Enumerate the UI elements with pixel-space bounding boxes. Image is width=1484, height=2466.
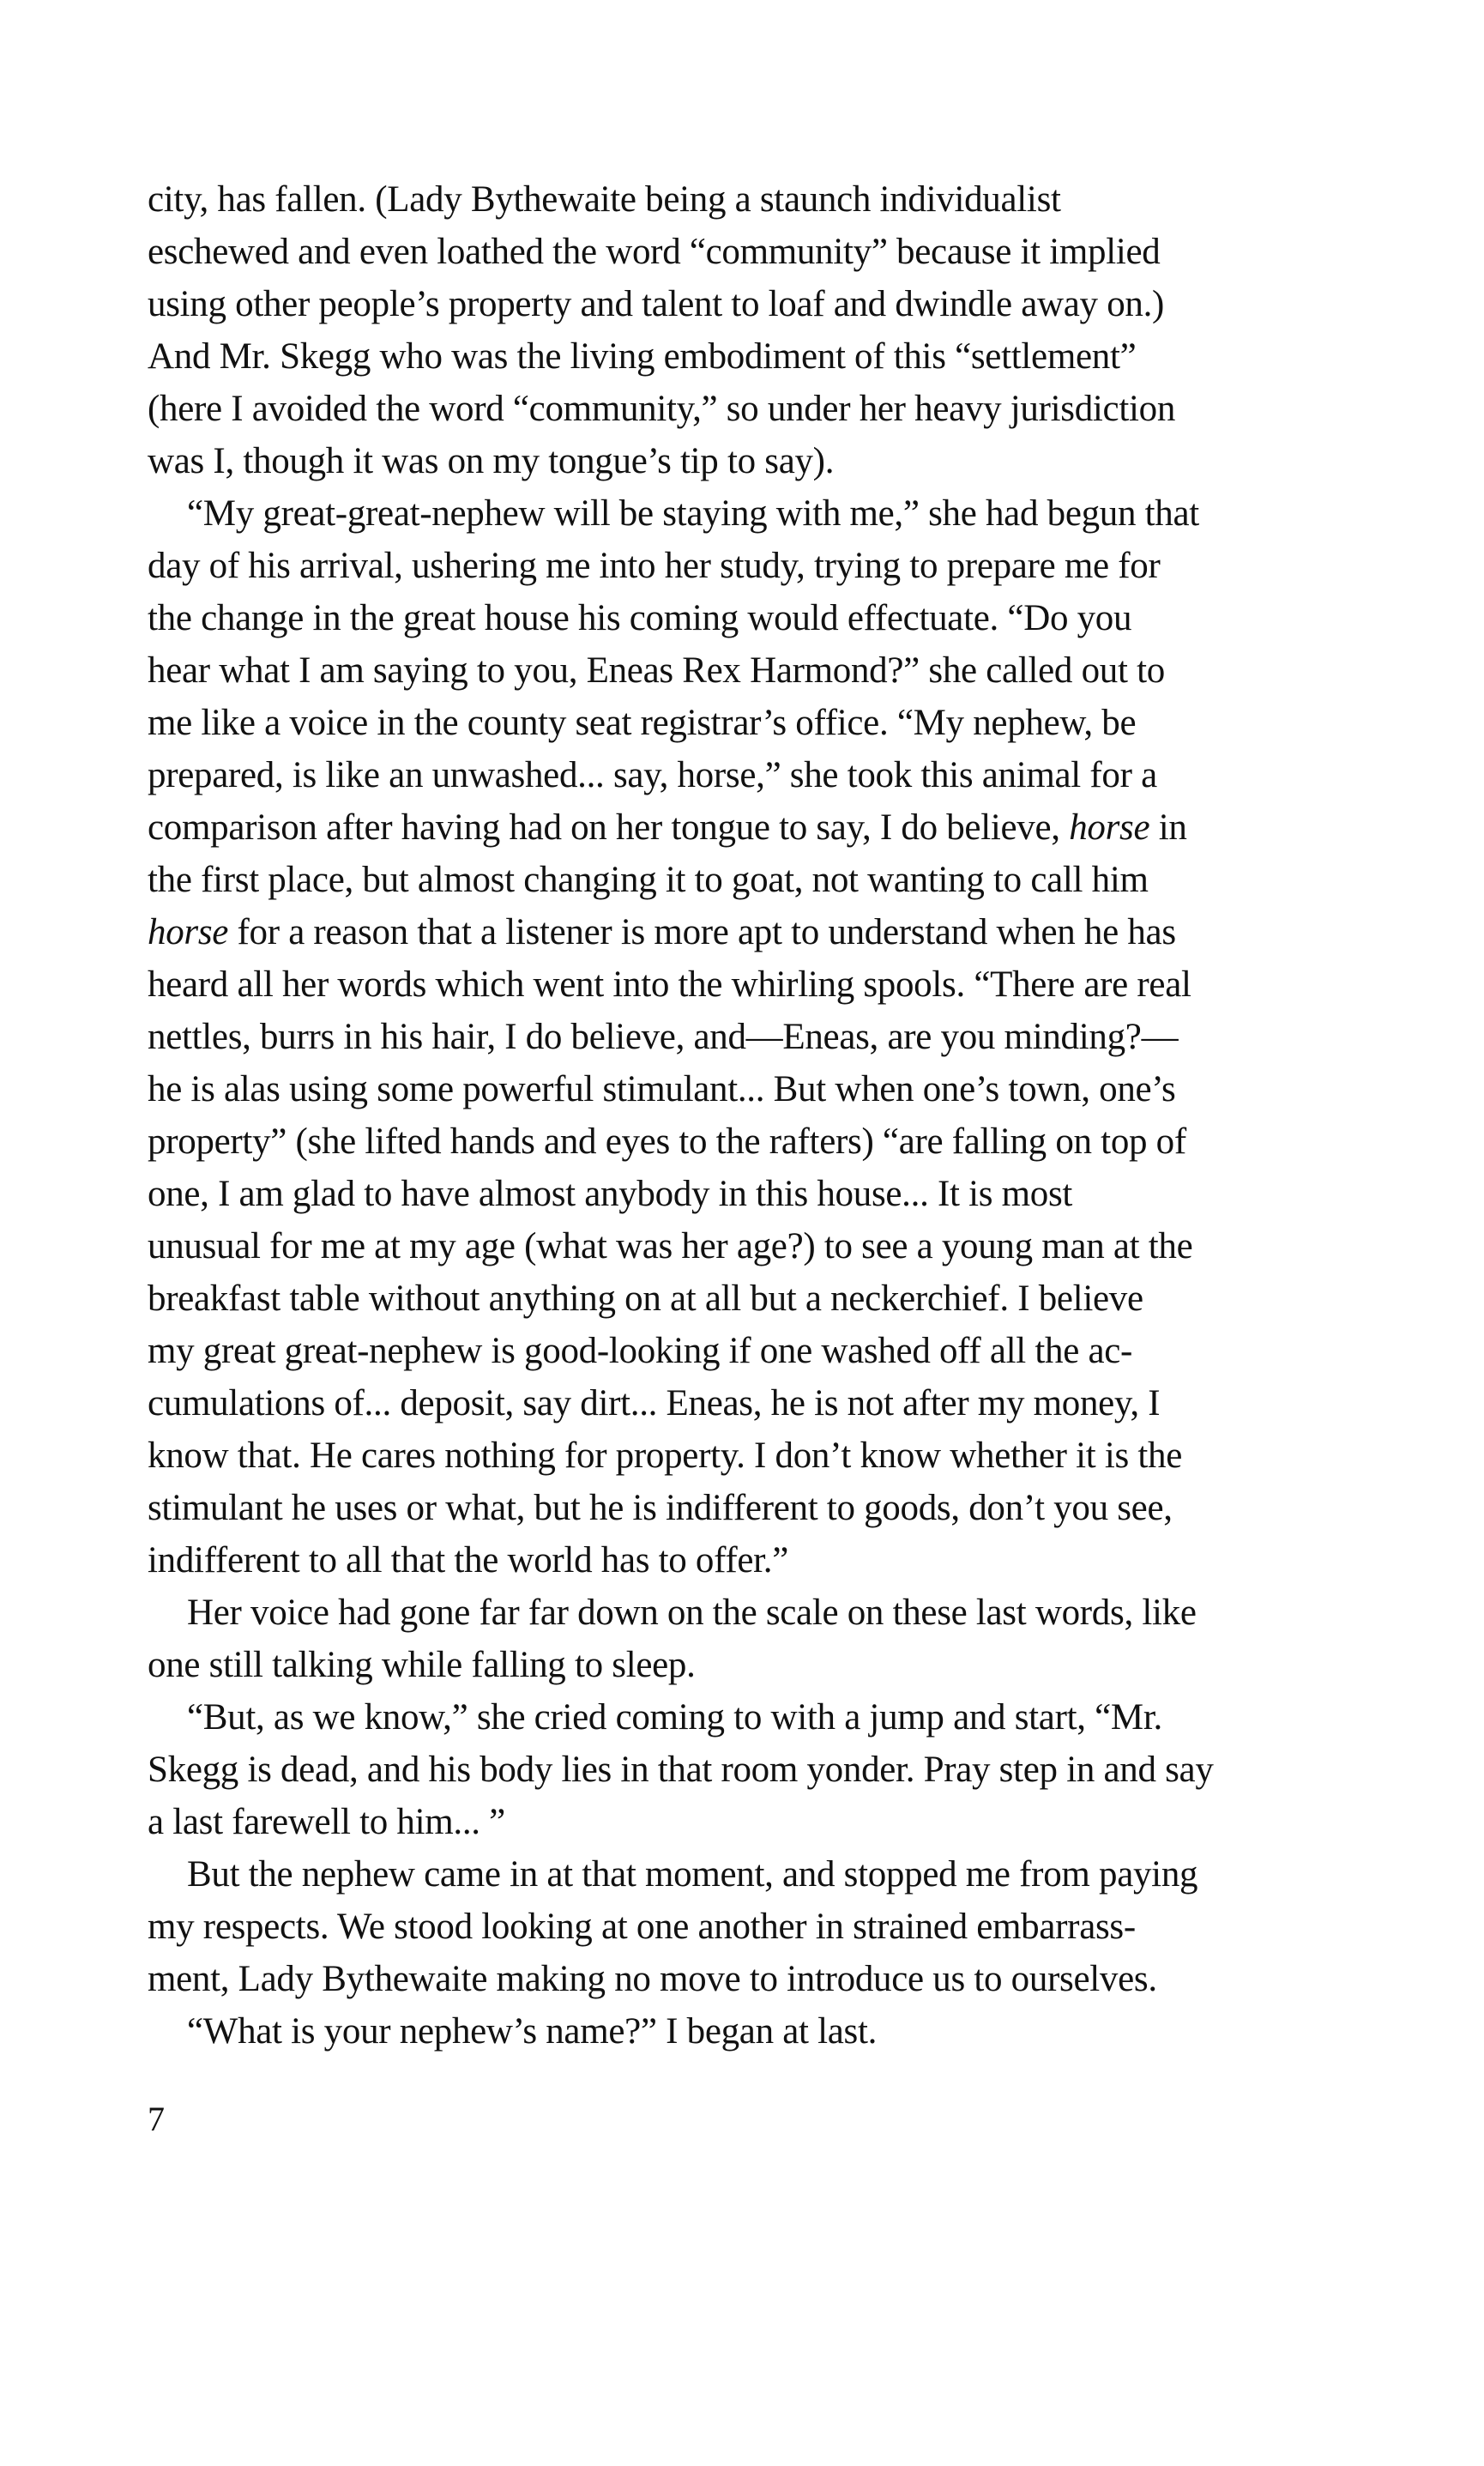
- text-line: eschewed and even loathed the word “community” because it implied: [148, 232, 1161, 272]
- text-segment: in: [1149, 807, 1187, 848]
- text-line: one, I am glad to have almost anybody in this house... It is most: [148, 1174, 1073, 1214]
- text-line: “But, as we know,” she cried coming to with a jump and start, “Mr.: [187, 1697, 1162, 1738]
- text-line: know that. He cares nothing for property. I don’t know whether it is the: [148, 1435, 1183, 1476]
- text-line: stimulant he uses or what, but he is indifferent to goods, don’t you see,: [148, 1488, 1173, 1528]
- text-line: my great great-nephew is good-looking if one washed off all the ac-: [148, 1331, 1133, 1371]
- text-line: [148, 801, 1331, 854]
- text-line: Her voice had gone far far down on the scale on these last words, like: [187, 1593, 1197, 1633]
- text-line: prepared, is like an unwashed... say, horse,” she took this animal for a: [148, 755, 1157, 795]
- text-line: [148, 906, 1331, 958]
- text-line: the change in the great house his coming would effectuate. “Do you: [148, 598, 1132, 638]
- text-line: a last farewell to him... ”: [148, 1802, 505, 1842]
- text-line: my respects. We stood looking at one another in strained embarrass-: [148, 1907, 1136, 1947]
- text-line: nettles, burrs in his hair, I do believe, and—Eneas, are you minding?—: [148, 1017, 1179, 1057]
- text-line: But the nephew came in at that moment, and stopped me from paying: [187, 1854, 1198, 1895]
- text-block: [148, 173, 1331, 2058]
- text-line: unusual for me at my age (what was her age?) to see a young man at the: [148, 1226, 1193, 1266]
- text-line: using other people’s property and talent to loaf and dwindle away on.): [148, 284, 1165, 324]
- text-line: he is alas using some powerful stimulant... But when one’s town, one’s: [148, 1069, 1176, 1109]
- text-line: property” (she lifted hands and eyes to the rafters) “are falling on top of: [148, 1121, 1186, 1162]
- text-line: city, has fallen. (Lady Bythewaite being a staunch individualist: [148, 179, 1061, 220]
- text-line: me like a voice in the county seat registrar’s office. “My nephew, be: [148, 703, 1137, 743]
- text-line: indifferent to all that the world has to offer.”: [148, 1540, 789, 1581]
- text-line: “What is your nephew’s name?” I began at last.: [187, 2011, 878, 2052]
- text-line: heard all her words which went into the whirling spools. “There are real: [148, 964, 1191, 1005]
- text-segment: for a reason that a listener is more apt to understand when he has: [228, 912, 1176, 952]
- text-line: Skegg is dead, and his body lies in that room yonder. Pray step in and say: [148, 1750, 1214, 1790]
- text-line: And Mr. Skegg who was the living embodiment of this “settlement”: [148, 336, 1137, 377]
- text-line: hear what I am saying to you, Eneas Rex Harmond?” she called out to: [148, 650, 1165, 691]
- text-line: the first place, but almost changing it to goat, not wanting to call him: [148, 860, 1149, 900]
- italic-word: horse: [148, 912, 229, 952]
- text-line: ment, Lady Bythewaite making no move to introduce us to ourselves.: [148, 1959, 1157, 1999]
- text-line: one still talking while falling to sleep.: [148, 1645, 696, 1685]
- text-line: cumulations of... deposit, say dirt... Eneas, he is not after my money, I: [148, 1383, 1161, 1423]
- text-line: “My great-great-nephew will be staying with me,” she had begun that: [187, 493, 1199, 534]
- italic-word: horse: [1069, 807, 1150, 848]
- text-line: breakfast table without anything on at all but a neckerchief. I believe: [148, 1278, 1143, 1319]
- text-segment: comparison after having had on her tongue to say, I do believe,: [148, 807, 1070, 848]
- page-number: 7: [148, 2100, 165, 2138]
- text-line: was I, though it was on my tongue’s tip to say).: [148, 441, 835, 481]
- text-line: day of his arrival, ushering me into her study, trying to prepare me for: [148, 546, 1161, 586]
- text-line: (here I avoided the word “community,” so under her heavy jurisdiction: [148, 389, 1176, 429]
